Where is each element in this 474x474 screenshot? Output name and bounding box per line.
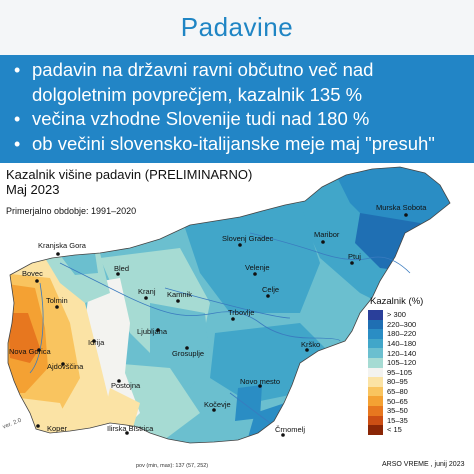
city-label: Ilirska Bistrica	[107, 424, 154, 433]
legend-label: 35–50	[387, 406, 408, 416]
legend-item	[368, 377, 448, 387]
legend-label: 220–300	[387, 319, 417, 329]
bullet-panel	[0, 55, 474, 163]
legend-swatch	[368, 339, 383, 349]
stats-note: pov (min, max): 137 (57, 252)	[136, 463, 209, 469]
legend-item	[368, 320, 448, 330]
city-label: Ajdovščina	[47, 362, 84, 371]
legend-item	[368, 406, 448, 416]
city-marker	[38, 241, 87, 256]
legend-title: Kazalnik (%)	[370, 296, 424, 307]
city-marker	[88, 338, 105, 347]
bullet-list	[0, 55, 474, 156]
city-marker	[107, 424, 154, 435]
bullet-line: ob večini slovensko-italijanske meje maj "presuh"	[32, 132, 435, 154]
legend-label: 140–180	[387, 339, 417, 349]
reference-period: Primerjalno obdobje: 1991–2020	[6, 206, 137, 216]
bullet-dot-icon: •	[14, 133, 21, 154]
legend-swatch	[368, 377, 383, 387]
city-label: Tolmin	[46, 296, 68, 305]
city-label: Novo mesto	[240, 377, 281, 386]
city-label: Kočevje	[204, 400, 231, 409]
source-credit: ARSO VREME , junij 2023	[382, 461, 465, 468]
bullet-dot-icon: •	[14, 60, 21, 80]
city-label: Ptuj	[348, 252, 361, 261]
city-label: Trbovlje	[228, 308, 255, 317]
city-label: Koper	[47, 424, 68, 433]
city-marker	[9, 347, 52, 356]
city-marker	[137, 327, 168, 336]
legend-item	[368, 396, 448, 406]
city-label: Postojna	[111, 381, 141, 390]
legend-item	[368, 368, 448, 378]
legend-label: 80–95	[387, 377, 408, 387]
city-label: Slovenj Gradec	[222, 234, 274, 243]
legend-item	[368, 329, 448, 339]
legend-item	[368, 339, 448, 349]
city-label: Kamnik	[167, 290, 193, 299]
legend-swatch	[368, 368, 383, 378]
city-label: Ljubljana	[137, 327, 168, 336]
bullet-item-continuation	[14, 83, 474, 108]
city-label: Kranj	[138, 287, 156, 296]
map-subtitle: Maj 2023	[6, 182, 60, 197]
city-label: Kranjska Gora	[38, 241, 86, 250]
legend-item	[368, 348, 448, 358]
city-label: Krško	[301, 340, 321, 349]
legend-label: 15–35	[387, 415, 408, 425]
legend-swatch	[368, 425, 383, 435]
legend-label: < 15	[387, 425, 402, 435]
bullet-line: dolgoletnim povprečjem, kazalnik 135 %	[32, 83, 363, 105]
legend-label: 95–105	[387, 367, 413, 377]
legend-label: 65–80	[387, 387, 408, 397]
legend-swatch	[368, 320, 383, 330]
city-marker	[111, 379, 141, 390]
bullet-item	[14, 132, 474, 157]
city-label: Črnomelj	[275, 425, 306, 434]
title-bar	[0, 0, 474, 55]
bullet-line: večina vzhodne Slovenije tudi nad 180 %	[32, 108, 370, 129]
city-label: Grosuplje	[172, 349, 205, 358]
version-label: ver. 2.0	[2, 417, 23, 431]
legend-label: > 300	[387, 310, 406, 320]
legend-swatch	[368, 329, 383, 339]
city-label: Velenje	[245, 263, 270, 272]
city-label: Bled	[114, 264, 130, 273]
legend-label: 180–220	[387, 329, 417, 339]
legend-item	[368, 358, 448, 368]
legend-label: 120–140	[387, 348, 417, 358]
map-area	[0, 163, 474, 474]
legend-rows	[368, 310, 448, 435]
legend-item	[368, 416, 448, 426]
city-label: Idrija	[88, 338, 105, 347]
legend-label: 105–120	[387, 358, 417, 368]
bullet-line: padavin na državni ravni občutno več nad	[32, 59, 374, 80]
map-title: Kazalnik višine padavin (PRELIMINARNO)	[6, 167, 253, 182]
city-label: Bovec	[22, 269, 43, 278]
city-label: Celje	[262, 285, 280, 294]
city-marker	[47, 362, 84, 371]
legend-swatch	[368, 310, 383, 320]
legend-swatch	[368, 348, 383, 358]
city-label: Maribor	[314, 230, 340, 239]
bullet-dot-icon: •	[14, 109, 21, 129]
legend-swatch	[368, 387, 383, 397]
legend-item	[368, 387, 448, 397]
legend-swatch	[368, 358, 383, 368]
bullet-item	[14, 107, 474, 132]
page-title: Padavine	[180, 12, 294, 42]
legend-label: 50–65	[387, 396, 408, 406]
legend-swatch	[368, 416, 383, 426]
city-label: Murska Sobota	[376, 203, 427, 212]
legend-item	[368, 425, 448, 435]
legend-item	[368, 310, 448, 320]
legend-swatch	[368, 396, 383, 406]
legend	[368, 296, 448, 435]
legend-swatch	[368, 406, 383, 416]
bullet-item	[14, 58, 474, 83]
city-label: Nova Gorica	[9, 347, 51, 356]
city-marker	[275, 425, 305, 437]
